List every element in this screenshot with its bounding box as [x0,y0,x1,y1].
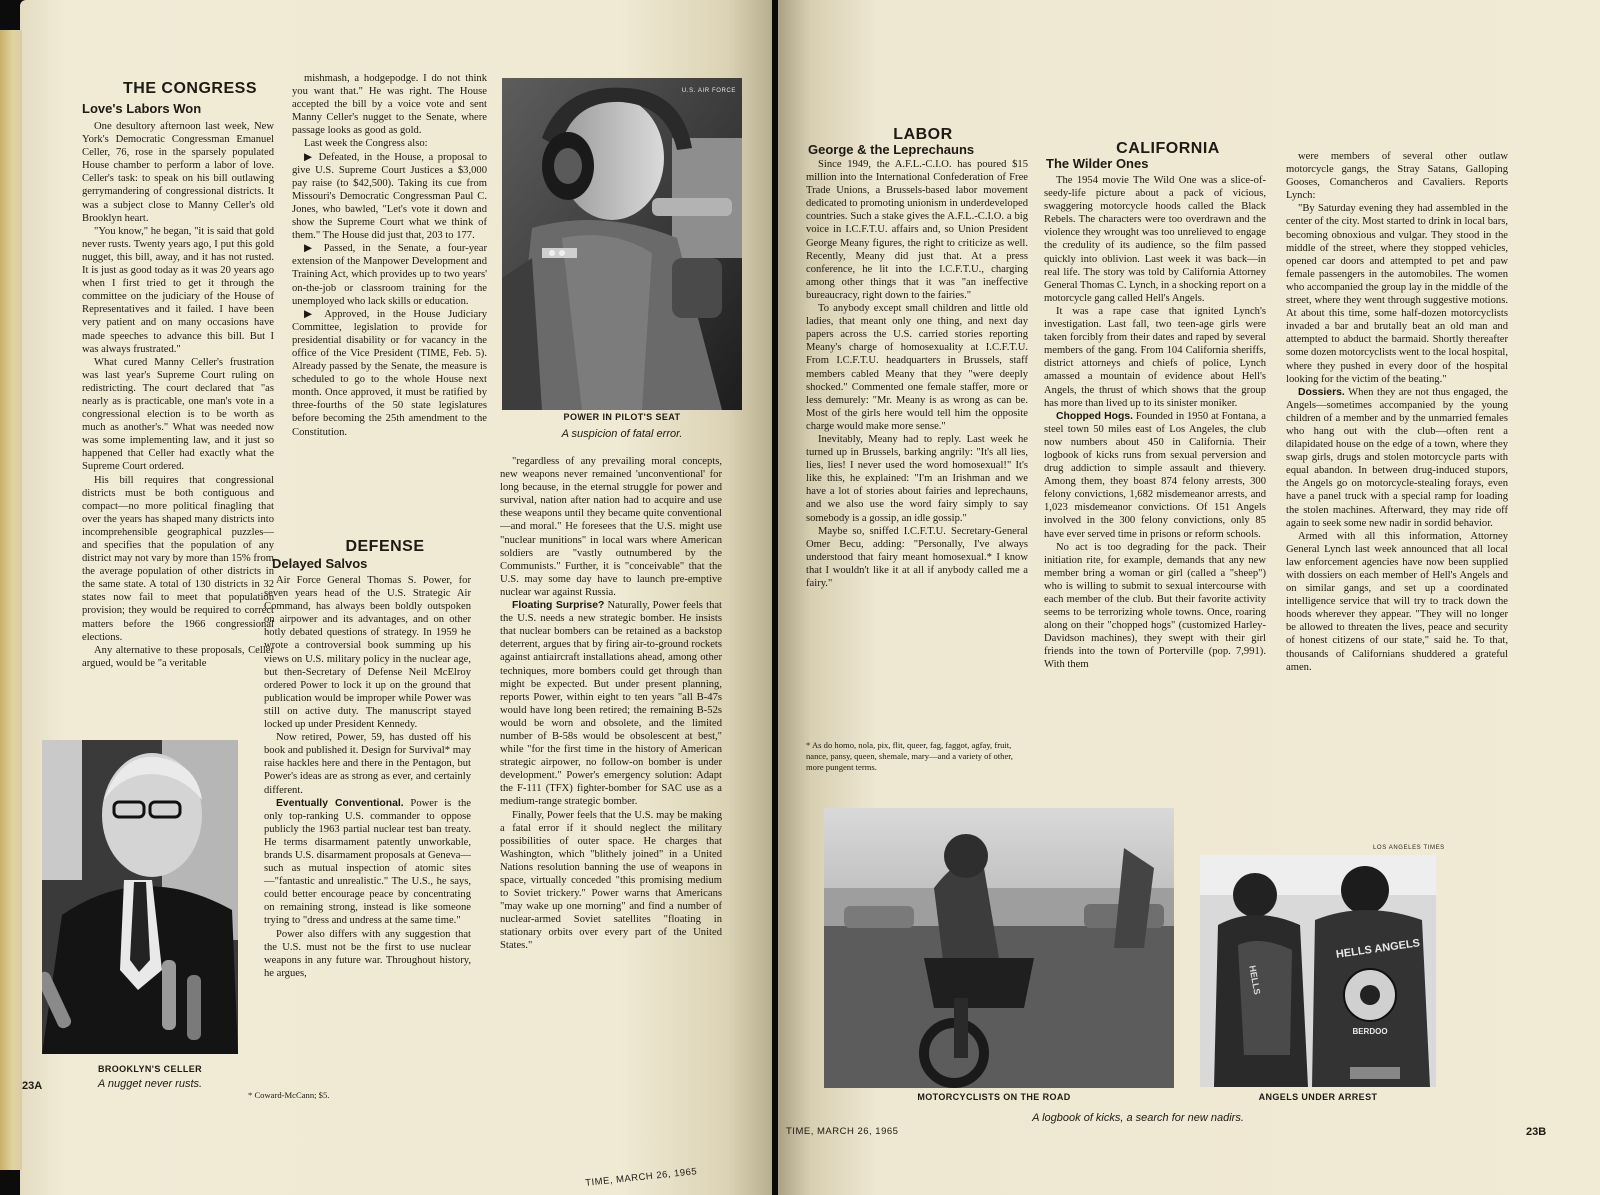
caption-shared: A logbook of kicks, a search for new nadirs. [1032,1112,1244,1124]
folio-left: 23A [22,1080,43,1092]
paragraph: Maybe so, sniffed I.C.F.T.U. Secretary-General Omer Becu, adding: "Personally, I've always understood that fairy meant homosexual.* I know that I wouldn't like it at all if anybody called me a fairy." [806,525,1028,589]
motorcyclists-illustration [824,808,1174,1088]
column-california-2 [1044,174,1266,802]
photo-power-pilot [502,78,742,410]
paragraph: mishmash, a hodgepodge. I do not think you want that." He was right. The House accepted the bill by a voice vote and sent Manny Celler's nugget to the Senate, where passage looks as good as gold. [292,73,487,137]
paragraph: "You know," he began, "it is said that gold never rusts. Twenty years ago, I put this gold nugget, this bill, away, and it has not rusted. It is just as good today as it was 20 years ago when I first tried to get it through the committee on the judiciary of the House of Representatives and it failed. I have been very patient and on many occasions have made speeches to advance this bill. But I was always frustrated." [82,225,274,355]
paragraph: Chopped Hogs. Founded in 1950 at Fontana, a steel town 50 miles east of Los Angeles, the club now numbers about 450 in California. Their logbook of kicks runs from sexual perversion and drug addiction to simple assault and thievery. Among them, they boast 874 felony arrests, 300 felony convictions, 1,682 misdemeanor arrests, and 1,023 misdemeanor convictions. Of 151 Angels involved in the 300 felony convictions, only 85 have ever served time in prisons or reform schools. [1044,410,1266,540]
paragraph: "regardless of any prevailing moral concepts, new weapons never remained 'unconventional' for long because, in the eternal struggle for power and survival, nation after nation had to acquire and use these weapons until they became quite conventional—and moral." He foresees that the U.S. might use "nuclear munitions" in local wars where American soldiers are "vastly outnumbered by the Communists." Further, it is "conceivable" that the U.S. may some day have to launch pre-emptive nuclear war against Russia. [500,456,722,598]
vest-lettering-left: HELLS [1247,964,1263,996]
paragraph: One desultory afternoon last week, New York's Democratic Congressman Emanuel Celler, 76, rose in the sparsely populated House chamber to perform a labor of love. Celler's task: to speak on his bill outlawing gerrymandering of congressional districts. It was a subject close to Manny Celler's old Brooklyn heart. [82,121,274,224]
paragraph: It was a rape case that ignited Lynch's investigation. Last fall, two teen-age girls were taken forcibly from their dates and raped by several members of the gang. From 104 California sheriffs, district attorneys and chiefs of police, Lynch amassed a mountain of evidence about Hell's Angels, the thrust of which shows that the group has more than lived up to its sinister moniker. [1044,305,1266,409]
caption-label-arrest: ANGELS UNDER ARREST [1258,1092,1378,1102]
column-defense-3 [500,455,722,1145]
column-defense-2 [264,574,471,1104]
paragraph: The 1954 movie The Wild One was a slice-of-seedy-life picture about a pack of vicious, swaggering motorcycle hoods called the Black Rebels. The characters were too overdrawn and the violence they wrought was too unrelieved to engage the credulity of its audience, so the film passed quickly into oblivion. Last week it was back—in real life. The story was told by California Attorney General Thomas C. Lynch, in a shocking report on a motorcycle gang called Hell's Angels. [1044,175,1266,304]
right-page [778,0,1600,1195]
paragraph: No act is too degrading for the pack. Their initiation rite, for example, demands that any new member bring a woman or girl (called a "sheep") who is willing to submit to sexual intercourse with each member of the club. But their favorite activity seems to be terrorizing whole towns. Once, roaring along on their "chopped hogs" (customized Harley-Davidson machines), they swept with their girl friends into the town of Porterville (pop. 7,991). With them [1044,541,1266,671]
celler-illustration [42,740,238,1054]
paragraph: Any alternative to these proposals, Celler argued, would be "a veritable [82,644,274,669]
column-labor-1 [806,158,1028,730]
paragraph: Floating Surprise? Naturally, Power feels that the U.S. needs a new strategic bomber. He insists that nuclear bombers can be retained as a backstop deterrent, argues that by firing air-to-ground rockets against antiaircraft installations ahead, among other techniques, more bombers could get through than might be expected. But under present planning, reports Power, within eight to ten years "all B-47s would have long been retired; the remaining B-52s would be worn and obsolete, and the limited number of B-58s would be obsolescent at best," while "for the first time in the history of American strategic airpower, no follow-on bomber is under development." Power's emergency solution: Adapt the F-111 (TFX) fighter-bomber for SAC use as a medium-range strategic bomber. [500,600,722,808]
vest-lettering: HELLS ANGELS [1335,937,1421,961]
caption-label-celler: BROOKLYN'S CELLER [97,1064,203,1074]
paragraph: ▶ Approved, in the House Judiciary Committee, legislation to provide for presidential disability or for vacancy in the office of the Vice President (TIME, Feb. 5). Already passed by the Senate, the measure is scheduled to go to the whole House next month. Once approved, it must be ratified by three-fourths of the 50 state legislatures before becoming the 25th amendment to the Constitution. [292,308,487,438]
section-head-labor: LABOR [893,126,953,143]
paragraph: What cured Manny Celler's frustration was last year's Supreme Court ruling on redistricting. The court declared that "as nearly as is practicable, one man's vote in a congressional election is to be worth as much as another's." What was needed now was some implementing law, and it just so happened that Celler had exactly what the Supreme Court ordered. [82,356,274,473]
footnote-defense: * Coward-McCann; $5. [248,1090,330,1100]
dateline-right: TIME, MARCH 26, 1965 [786,1126,899,1137]
caption-label-motorcyclists: MOTORCYCLISTS ON THE ROAD [917,1092,1071,1102]
binding-edge [0,30,22,1170]
headline-defense: Delayed Salvos [272,556,368,571]
paragraph: "By Saturday evening they had assembled in the center of the city. Most started to drink in local bars, becoming obnoxious and vulgar. They stood in the middle of the street, where they stopped vehicles, opened car doors and attempted to pet and paw female passengers in the automobiles. The women who accompanied the group lay in the middle of the street, where they went through suggestive motions. At about this time, some half-dozen motorcyclists invaded a bar and brutally beat an old man and attempted to abduct the barmaid. Shortly thereafter some dozen motorcyclists went to the local hospital, where they pushed in every door of the hospital looking for the victim of the beating." [1286,203,1508,385]
paragraph: Dossiers. When they are not thus engaged, the Angels—sometimes accompanied by the young children of a member and by the unmarried females who hang out with the club—often rent a dilapidated house on the edge of a town, where they swap girls, drugs and stolen motorcycle parts with equal abandon. In between drug-induced stupors, the Angels go on motorcycle-stealing forays, even have a panel truck with a special ramp for loading the stolen machines. Afterward, they may ride off again to seek some new nadir in sordid behavior. [1286,386,1508,529]
section-head-defense: DEFENSE [345,538,425,555]
photo-celler [42,740,238,1054]
paragraph: To anybody except small children and little old ladies, that meant only one thing, and next day papers across the U.S. carried stories reporting Meany's charge of homosexuality at I.C.F.T.U. From I.C.F.T.U. headquarters in Brussels, staff members cabled Meany that they "were deeply shocked." Commented one female staffer, more or less demurely: "Mr. Meany is as wrong as can be. Most of the girls here would tell him the opposite charge would make more sense." [806,303,1028,432]
folio-right: 23B [1526,1126,1547,1138]
section-head-congress: THE CONGRESS [122,80,257,97]
paragraph: Finally, Power feels that the U.S. may be making a fatal error if it should neglect the military possibilities of outer space. He charges that Washington, which "blithely joined" in a United Nations resolution banning the use of weapons in space, virtually conceded "this promising medium to Soviet trickery." Power warns that Americans "may wake up one morning" and find a number of nuclear-armed Soviet satellites "floating in stationary orbits over every part of the United States." [500,809,722,952]
footnote-labor: * As do homo, nola, pix, flit, queer, fag, faggot, agfay, fruit, nance, pansy, queen, shemale, mary—and a variety of other, more pungent terms. [806,740,1013,772]
paragraph: ▶ Passed, in the Senate, a four-year extension of the Manpower Development and Training Act, which provides up to two years' on-the-job or classroom training for the unemployed who lack skills or education. [292,243,487,307]
paragraph: ▶ Defeated, in the House, a proposal to give U.S. Supreme Court Justices a $3,000 pay raise (to $42,500). Taking its cue from Missouri's Democratic Congressman Paul C. Jones, who bawled, "Let's vote it down and show the Supreme Court what we think of them." The House did just that, 203 to 177. [292,151,487,242]
paragraph: Now retired, Power, 59, has dusted off his book and published it. Design for Survival* may raise hackles here and there in the Pentagon, but Power's ideas are as strong as ever, and certainly different. [264,732,471,796]
paragraph: Last week the Congress also: [304,138,428,150]
photo-credit-power: U.S. AIR FORCE [681,88,736,94]
paragraph: Eventually Conventional. Power is the only top-ranking U.S. commander to oppose publicly the 1963 partial nuclear test ban treaty. He terms disarmament patently unworkable, brands U.S. disarmament proposals at Geneva—such as mutual inspection of atomic sites—"fantastic and unrealistic." The U.S., he says, could better encourage peace by concentrating on remaining strong, instead is like someone trying to "dress and undress at the same time." [264,797,471,927]
vest-rocker: BERDOO [1352,1027,1388,1036]
headline-labor: George & the Leprechauns [808,142,975,157]
caption-sub-power: A suspicion of fatal error. [561,428,683,440]
caption-label-power: POWER IN PILOT'S SEAT [563,412,681,422]
pilot-illustration [502,78,742,410]
section-head-california: CALIFORNIA [1116,140,1220,157]
column-congress-1 [82,120,274,745]
paragraph: were members of several other outlaw motorcycle gangs, the Stray Satans, Galloping Gooses, Comancheros and Cavaliers. Reports Lynch: [1286,151,1508,202]
paragraph: Power also differs with any suggestion that the U.S. must not be the first to use nuclear weapons in any future war. Throughout history, he argues, [264,928,471,979]
dateline-left: TIME, MARCH 26, 1965 [584,1166,698,1189]
caption-sub-celler: A nugget never rusts. [97,1078,203,1090]
angels-illustration [1200,855,1436,1087]
paragraph: Since 1949, the A.F.L.-C.I.O. has poured $15 million into the International Confederation of Free Trade Unions, a Brussels-based labor movement dedicated to promoting unionism in underdeveloped countries. Such a stake gives the A.F.L.-C.I.O. a big voice in I.C.F.T.U. affairs and, so Union President George Meany figures, the right to criticize as well. Recently, Meany did just that. At a press conference, he lit into the I.C.F.T.U., charging among other things that it was "an ineffective bureaucracy, right down to the fairies." [806,159,1028,301]
paragraph: Air Force General Thomas S. Power, for seven years head of the U.S. Strategic Air Command, has always been boldly outspoken on airpower and its advantages, and on other hotly debated questions of strategy. In 1959 he wrote a controversial book summing up his views on U.S. military policy in the nuclear age, but then-Secretary of Defense Neil McElroy ordered Power to lock it up on the ground that publication would be improper while Power was still on active duty. The manuscript stayed locked up under President Kennedy. [264,575,471,731]
photo-credit-arrest: LOS ANGELES TIMES [1373,845,1445,851]
left-page [20,0,772,1195]
column-california-3 [1286,150,1508,806]
paragraph: Armed with all this information, Attorney General Lynch last week announced that all local law enforcement agencies have now been supplied with dossiers on each member of Hell's Angels and on similar gangs, and set up a coordinated intelligence service that will try to track down the hoods wherever they appear. "They will no longer be allowed to threaten the lives, peace and security of honest citizens of our state," said he. To that, thousands of Californians shuddered a grateful amen. [1286,530,1508,673]
paragraph: His bill requires that congressional districts must be both contiguous and compact—no more political finagling that over the years has shaped many districts into incomprehensible geographical puzzles—and specifies that the population of any district may not vary by more than 15% from the average population of other districts in the same state. A total of 130 districts in 32 states now fail to meet that population provision; they would be required to correct matters before the 1966 congressional elections. [82,474,274,643]
photo-angels-arrest [1200,855,1436,1087]
paragraph: Inevitably, Meany had to reply. Last week he turned up in Brussels, barking angrily: "It's all lies, lies, lies! I never used the word homosexual!" It's like this, he explained: "I'm an Irishman and we have a lot of stories about fairies and leprechauns, and we also use the word fairy simply to say somebody is a gossip, an idle gossip." [806,433,1028,524]
headline-congress: Love's Labors Won [82,101,202,116]
photo-motorcyclists [824,808,1174,1088]
headline-california: The Wilder Ones [1046,156,1149,171]
column-congress-2 [292,72,487,517]
